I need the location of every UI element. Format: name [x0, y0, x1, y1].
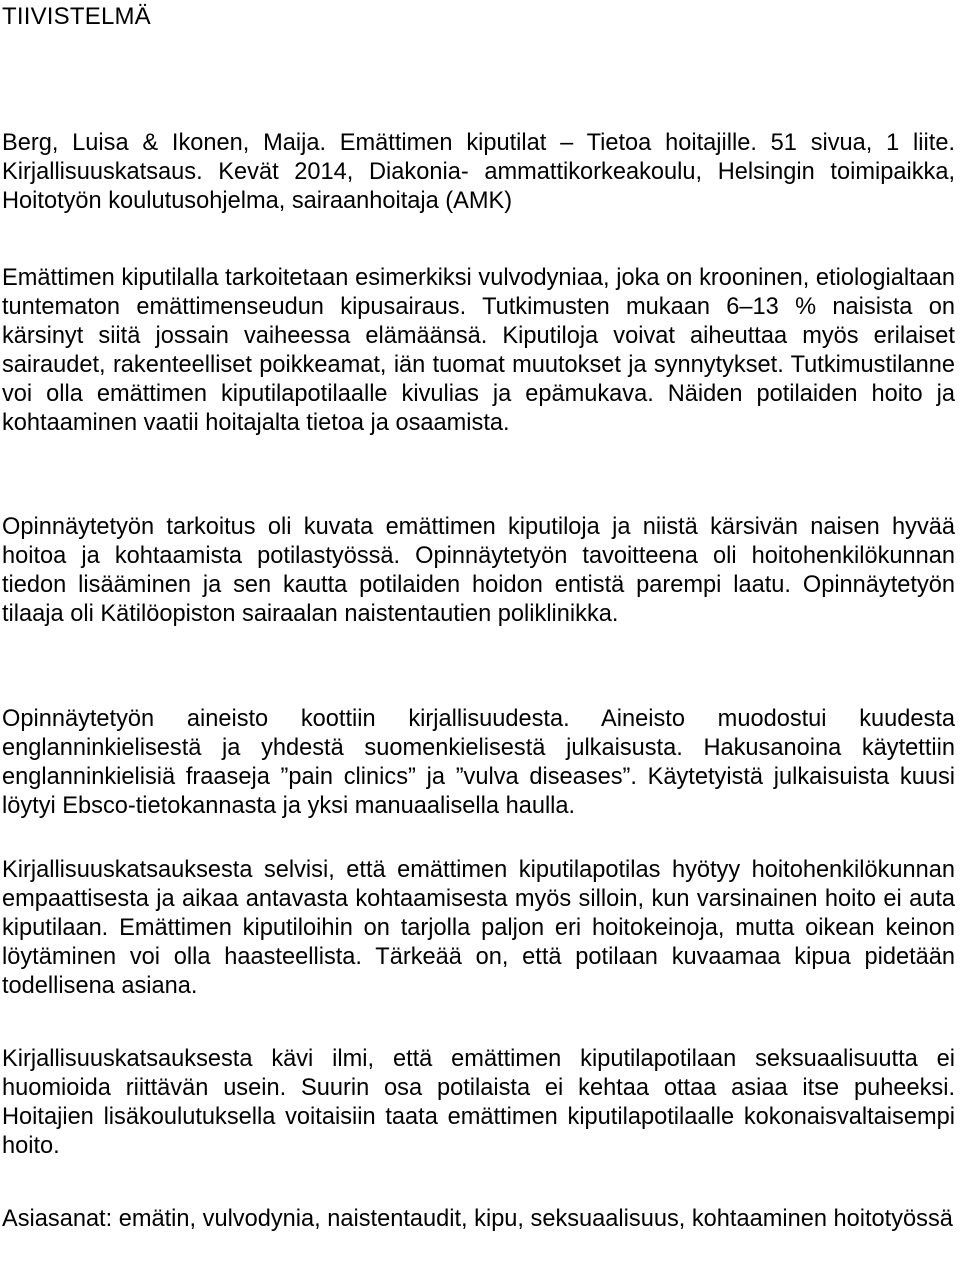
- purpose-paragraph: Opinnäytetyön tarkoitus oli kuvata emättimen kiputiloja ja niistä kärsivän naisen hyvää hoitoa ja kohtaamista potilastyössä. Opinnäytetyön tavoitteena oli hoitohenkilökunnan tiedon lisääminen ja sen kautta potilaiden hoidon entistä parempi laatu. Opinnäytetyön tilaaja oli Kätilöopiston sairaalan naistentautien poliklinikka.: [2, 514, 955, 627]
- conclusion-paragraph: Kirjallisuuskatsauksesta kävi ilmi, että emättimen kiputilapotilaan seksuaalisuutta ei huomioida riittävän usein. Suurin osa potilaista ei kehtaa ottaa asiaa itse puheeksi. Hoitajien lisäkoulutuksella voitaisiin taata emättimen kiputilapotilaalle kokonaisvaltaisempi hoito.: [2, 1046, 955, 1159]
- page-title: TIIVISTELMÄ: [2, 3, 151, 30]
- bibliographic-info-paragraph: Berg, Luisa & Ikonen, Maija. Emättimen kiputilat – Tietoa hoitajille. 51 sivua, 1 liite. Kirjallisuuskatsaus. Kevät 2014, Diakonia- ammattikorkeakoulu, Helsingin toimipaikka, Hoitotyön koulutusohjelma, sairaanhoitaja (AMK): [2, 130, 955, 214]
- results-paragraph: Kirjallisuuskatsauksesta selvisi, että emättimen kiputilapotilas hyötyy hoitohenkilökunnan empaattisesta ja aikaa antavasta kohtaamisesta myös silloin, kun varsinainen hoito ei auta kiputilaan. Emättimen kiputiloihin on tarjolla paljon eri hoitokeinoja, mutta oikean keinon löytäminen voi olla haasteellista. Tärkeää on, että potilaan kuvaamaa kipua pidetään todellisena asiana.: [2, 857, 955, 999]
- keywords-line: Asiasanat: emätin, vulvodynia, naistentaudit, kipu, seksuaalisuus, kohtaaminen hoitotyössä: [2, 1206, 953, 1232]
- material-paragraph: Opinnäytetyön aineisto koottiin kirjallisuudesta. Aineisto muodostui kuudesta englanninkielisestä ja yhdestä suomenkielisestä julkaisusta. Hakusanoina käytettiin englanninkielisiä fraaseja ”pain clinics” ja ”vulva diseases”. Käytetyistä julkaisuista kuusi löytyi Ebsco-tietokannasta ja yksi manuaalisella haulla.: [2, 706, 955, 819]
- background-paragraph: Emättimen kiputilalla tarkoitetaan esimerkiksi vulvodyniaa, joka on krooninen, etiologialtaan tuntematon emättimenseudun kipusairaus. Tutkimusten mukaan 6–13 % naisista on kärsinyt siitä jossain vaiheessa elämäänsä. Kiputiloja voivat aiheuttaa myös erilaiset sairaudet, rakenteelliset poikkeamat, iän tuomat muutokset ja synnytykset. Tutkimustilanne voi olla emättimen kiputilapotilaalle kivulias ja epämukava. Näiden potilaiden hoito ja kohtaaminen vaatii hoitajalta tietoa ja osaamista.: [2, 265, 955, 436]
